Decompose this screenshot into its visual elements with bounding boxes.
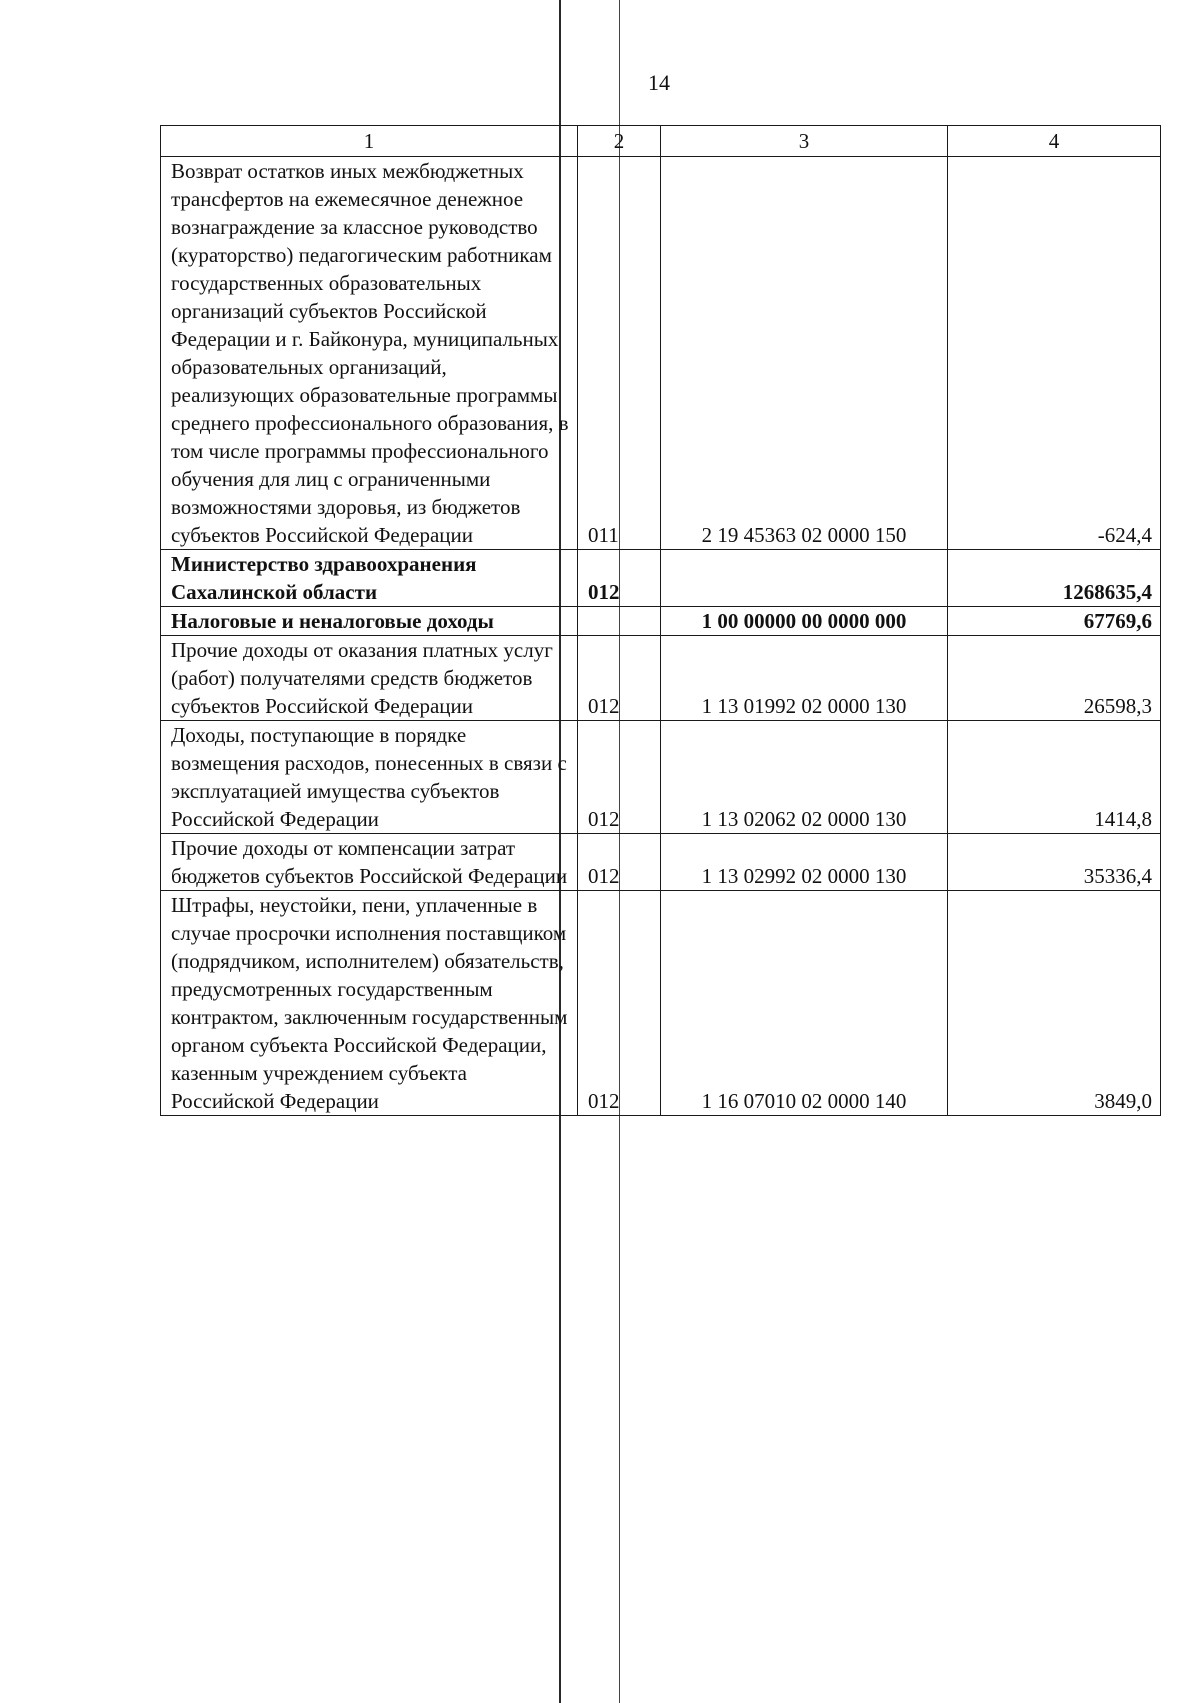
revenue-name-cell: Штрафы, неустойки, пени, уплаченные в случае просрочки исполнения поставщиком (подрядчиком, исполнителем) обязательств, предусмотренных государственным контрактом, заключенным государственным органом субъекта Российской Федерации, казенным учреждением субъекта Российской Федерации: [161, 891, 578, 1116]
revenue-name-cell: Доходы, поступающие в порядке возмещения расходов, понесенных в связи с эксплуатацией имущества субъектов Российской Федерации: [161, 721, 578, 834]
budget-class-code-cell: [661, 550, 948, 607]
table-row: [161, 157, 1161, 550]
column-header: 4: [948, 126, 1161, 157]
amount-cell: 3849,0: [948, 891, 1161, 1116]
table-row: [161, 607, 1161, 636]
budget-class-code-cell: 1 16 07010 02 0000 140: [661, 891, 948, 1116]
amount-cell: 1414,8: [948, 721, 1161, 834]
budget-class-code-cell: 1 13 02992 02 0000 130: [661, 834, 948, 891]
admin-code-cell: 012: [578, 834, 661, 891]
amount-cell: 35336,4: [948, 834, 1161, 891]
amount-cell: 67769,6: [948, 607, 1161, 636]
column-header: 2: [578, 126, 661, 157]
budget-class-code-cell: 2 19 45363 02 0000 150: [661, 157, 948, 550]
table-row: [161, 636, 1161, 721]
table-row: [161, 550, 1161, 607]
admin-code-cell: 012: [578, 891, 661, 1116]
budget-income-table: [160, 125, 1161, 1116]
budget-class-code-cell: 1 13 01992 02 0000 130: [661, 636, 948, 721]
table-header-row: [161, 126, 1161, 157]
admin-code-cell: [578, 607, 661, 636]
budget-class-code-cell: 1 13 02062 02 0000 130: [661, 721, 948, 834]
revenue-name-cell: Налоговые и неналоговые доходы: [161, 607, 578, 636]
revenue-name-cell: Возврат остатков иных межбюджетных трансфертов на ежемесячное денежное вознаграждение за классное руководство (кураторство) педагогическим работникам государственных образовательных организаций субъектов Российской Федерации и г. Байконура, муниципальных образовательных организаций, реализующих образовательные программы среднего профессионального образования, в том числе программы профессионального обучения для лиц с ограниченными возможностями здоровья, из бюджетов субъектов Российской Федерации: [161, 157, 578, 550]
revenue-name-cell: Прочие доходы от оказания платных услуг (работ) получателями средств бюджетов субъектов Российской Федерации: [161, 636, 578, 721]
budget-class-code-cell: 1 00 00000 00 0000 000: [661, 607, 948, 636]
amount-cell: 1268635,4: [948, 550, 1161, 607]
column-header: 1: [161, 126, 578, 157]
admin-code-cell: 012: [578, 721, 661, 834]
admin-code-cell: 012: [578, 636, 661, 721]
amount-cell: 26598,3: [948, 636, 1161, 721]
admin-code-cell: 012: [578, 550, 661, 607]
page-number: 14: [648, 70, 670, 95]
table-body: [161, 157, 1161, 1116]
revenue-name-cell: Прочие доходы от компенсации затрат бюджетов субъектов Российской Федерации: [161, 834, 578, 891]
table-row: [161, 891, 1161, 1116]
table-row: [161, 834, 1161, 891]
table-row: [161, 721, 1161, 834]
admin-code-cell: 011: [578, 157, 661, 550]
amount-cell: -624,4: [948, 157, 1161, 550]
column-header: 3: [661, 126, 948, 157]
revenue-name-cell: Министерство здравоохранения Сахалинской области: [161, 550, 578, 607]
